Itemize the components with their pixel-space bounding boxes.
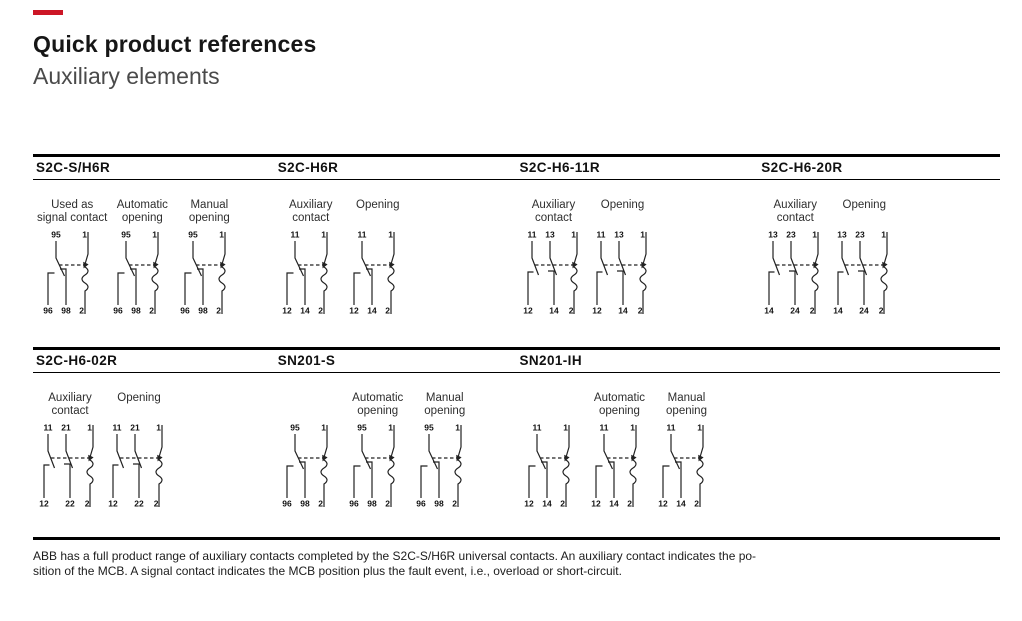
svg-text:1: 1 <box>321 229 326 240</box>
svg-text:24: 24 <box>790 305 800 316</box>
svg-text:95: 95 <box>188 229 199 240</box>
product-title-row <box>33 157 1000 179</box>
svg-text:14: 14 <box>367 305 377 316</box>
diagram-label-line-2: contact <box>776 212 814 224</box>
svg-text:23: 23 <box>855 229 865 240</box>
svg-text:1: 1 <box>570 229 576 240</box>
svg-text:12: 12 <box>590 498 601 509</box>
diagram-label-line-2: opening <box>357 405 399 417</box>
svg-text:1: 1 <box>696 422 702 433</box>
svg-text:14: 14 <box>617 305 628 316</box>
svg-text:2: 2 <box>318 498 323 509</box>
svg-text:1: 1 <box>629 422 635 433</box>
diagram-label <box>289 199 332 226</box>
circuit-diagram-two-contacts-with-release <box>106 421 172 509</box>
product-title: S2C-H6-11R <box>519 160 601 175</box>
table-title-rule <box>33 372 1000 373</box>
svg-text:2: 2 <box>385 305 390 316</box>
diagram-label <box>594 392 645 419</box>
diagram-label-line-2: opening <box>424 405 466 417</box>
svg-text:12: 12 <box>349 305 359 316</box>
product-diagrams <box>275 392 517 509</box>
product-title <box>758 353 1000 368</box>
circuit-diagram-changeover-with-release <box>413 421 477 509</box>
diagram-block <box>279 392 343 509</box>
svg-text:11: 11 <box>43 422 53 433</box>
svg-text:14: 14 <box>833 305 843 316</box>
diagram-block <box>106 392 172 509</box>
circuit-diagram-changeover-with-release <box>655 421 719 509</box>
svg-text:98: 98 <box>300 498 310 509</box>
svg-text:24: 24 <box>859 305 869 316</box>
product-diagrams <box>33 392 275 509</box>
diagram-label <box>189 199 230 226</box>
diagram-block <box>655 392 719 509</box>
diagram-block <box>279 199 343 316</box>
svg-text:1: 1 <box>152 229 158 240</box>
svg-text:11: 11 <box>357 229 367 240</box>
svg-text:11: 11 <box>290 229 300 240</box>
svg-text:14: 14 <box>675 498 686 509</box>
svg-text:12: 12 <box>523 498 534 509</box>
svg-text:13: 13 <box>768 229 778 240</box>
circuit-diagram-changeover-with-release <box>346 421 410 509</box>
diagram-block <box>831 199 897 316</box>
svg-text:12: 12 <box>108 498 118 509</box>
reference-table-row-2 <box>33 347 1000 509</box>
product-diagram-row <box>33 199 1000 316</box>
svg-text:95: 95 <box>357 422 367 433</box>
diagram-label <box>356 199 399 226</box>
table-title-rule <box>33 179 1000 180</box>
circuit-diagram-changeover-with-release <box>110 228 174 316</box>
svg-text:13: 13 <box>613 229 624 240</box>
circuit-diagram-changeover-with-release <box>521 421 585 509</box>
diagram-block <box>110 199 174 316</box>
product-diagrams <box>758 392 1000 509</box>
footer-line-1: ABB has a full product range of auxiliary contacts completed by the S2C-S/H6R universal contacts. An auxiliary contact indicates the po- <box>33 549 757 563</box>
svg-text:12: 12 <box>282 305 292 316</box>
diagram-label-line-2: contact <box>292 212 330 224</box>
product-diagrams <box>275 199 517 316</box>
svg-text:2: 2 <box>810 305 815 316</box>
diagram-label-line-1: Auxiliary <box>773 199 817 211</box>
diagram-label-line-2: Opening <box>117 392 161 404</box>
diagram-label <box>424 392 465 419</box>
page-title: Quick product references <box>33 31 317 57</box>
reference-table-row-1 <box>33 154 1000 316</box>
svg-text:1: 1 <box>455 422 460 433</box>
circuit-diagram-changeover-with-release <box>346 228 410 316</box>
svg-text:1: 1 <box>87 422 92 433</box>
diagram-label-line-2: Opening <box>356 199 400 211</box>
svg-text:2: 2 <box>568 305 573 316</box>
reference-tables <box>33 154 1000 509</box>
diagram-label <box>117 392 160 419</box>
product-diagrams <box>758 199 1000 316</box>
product-diagram-row <box>33 392 1000 509</box>
diagram-block <box>413 392 477 509</box>
product-title: S2C-H6-02R <box>36 353 118 368</box>
diagram-label <box>117 199 168 226</box>
svg-text:2: 2 <box>693 498 699 509</box>
footer-line-2: sition of the MCB. A signal contact indicates the MCB position plus the fault event, i.e., overload or short-circuit. <box>33 564 622 578</box>
product-diagrams <box>517 199 759 316</box>
svg-text:13: 13 <box>544 229 555 240</box>
svg-text:2: 2 <box>79 305 85 316</box>
svg-text:12: 12 <box>522 305 533 316</box>
diagram-label <box>601 199 644 226</box>
svg-text:2: 2 <box>318 305 323 316</box>
svg-text:96: 96 <box>113 305 124 316</box>
diagram-label <box>843 199 886 226</box>
svg-text:1: 1 <box>388 422 393 433</box>
svg-text:1: 1 <box>881 229 887 240</box>
footer-paragraph <box>33 549 1000 579</box>
svg-text:2: 2 <box>637 305 642 316</box>
diagram-block <box>588 392 652 509</box>
diagram-label-line-1: Auxiliary <box>48 392 92 404</box>
svg-text:95: 95 <box>290 422 300 433</box>
product-title: S2C-H6R <box>277 160 339 175</box>
svg-text:14: 14 <box>541 498 552 509</box>
svg-text:11: 11 <box>527 229 536 240</box>
abb-red-dash <box>33 10 63 15</box>
svg-text:2: 2 <box>626 498 632 509</box>
diagram-block <box>177 199 241 316</box>
diagram-block <box>762 199 828 316</box>
product-title: SN201-S <box>277 353 336 368</box>
diagram-label-line-2: opening <box>188 212 230 224</box>
svg-text:11: 11 <box>532 422 541 433</box>
svg-text:22: 22 <box>65 498 75 509</box>
diagram-label <box>37 199 107 226</box>
circuit-diagram-two-contacts-with-release <box>831 228 897 316</box>
circuit-diagram-two-contacts-with-release <box>37 421 103 509</box>
circuit-diagram-changeover-with-release <box>588 421 652 509</box>
svg-text:21: 21 <box>130 422 140 433</box>
product-title: S2C-S/H6R <box>36 160 111 175</box>
svg-text:96: 96 <box>416 498 426 509</box>
svg-text:2: 2 <box>452 498 457 509</box>
diagram-label-line-1: Automatic <box>116 199 168 211</box>
svg-text:11: 11 <box>666 422 675 433</box>
svg-text:96: 96 <box>43 305 53 316</box>
diagram-label-line-1: Automatic <box>593 392 646 404</box>
svg-text:96: 96 <box>349 498 359 509</box>
product-title: S2C-H6-20R <box>761 160 843 175</box>
diagram-block <box>37 199 107 316</box>
diagram-label-line-2: signal contact <box>37 212 108 224</box>
svg-text:2: 2 <box>879 305 884 316</box>
svg-text:12: 12 <box>39 498 49 509</box>
diagram-label-line-2: opening <box>121 212 163 224</box>
svg-text:22: 22 <box>134 498 144 509</box>
svg-text:96: 96 <box>180 305 191 316</box>
svg-text:11: 11 <box>599 422 608 433</box>
svg-text:98: 98 <box>61 305 71 316</box>
diagram-label-line-1: Auxiliary <box>289 199 333 211</box>
diagram-label-line-2: opening <box>666 405 707 417</box>
diagram-block <box>521 199 587 316</box>
svg-text:13: 13 <box>837 229 847 240</box>
diagram-block <box>37 392 103 509</box>
svg-text:14: 14 <box>300 305 310 316</box>
diagram-label-line-2: contact <box>51 405 89 417</box>
svg-text:1: 1 <box>562 422 568 433</box>
svg-text:98: 98 <box>434 498 444 509</box>
diagram-label-line-1: Auxiliary <box>531 199 576 211</box>
svg-text:1: 1 <box>639 229 645 240</box>
diagram-label-line-1: Manual <box>425 392 464 404</box>
svg-text:12: 12 <box>657 498 668 509</box>
diagram-block <box>346 392 410 509</box>
circuit-diagram-two-contacts-with-release <box>590 228 656 316</box>
svg-text:1: 1 <box>812 229 818 240</box>
diagram-block <box>346 199 410 316</box>
diagram-label-line-2: Opening <box>842 199 886 211</box>
svg-text:2: 2 <box>153 498 159 509</box>
svg-text:1: 1 <box>219 229 225 240</box>
svg-text:95: 95 <box>424 422 434 433</box>
svg-text:14: 14 <box>608 498 619 509</box>
footer-rule <box>33 537 1000 540</box>
svg-text:2: 2 <box>385 498 390 509</box>
diagram-label <box>352 392 403 419</box>
svg-text:23: 23 <box>786 229 796 240</box>
svg-text:95: 95 <box>51 229 61 240</box>
svg-text:1: 1 <box>321 422 326 433</box>
svg-text:14: 14 <box>548 305 559 316</box>
diagram-label-line-2: contact <box>534 212 573 224</box>
diagram-block <box>521 392 585 509</box>
product-diagrams <box>33 199 275 316</box>
diagram-label <box>666 392 707 419</box>
diagram-label-line-1: Automatic <box>352 392 404 404</box>
product-title-row <box>33 350 1000 372</box>
page-subtitle: Auxiliary elements <box>33 63 220 89</box>
diagram-label <box>774 199 817 226</box>
svg-text:98: 98 <box>367 498 377 509</box>
diagram-label-line-1: Manual <box>667 392 706 404</box>
svg-text:2: 2 <box>149 305 155 316</box>
diagram-block <box>590 199 656 316</box>
svg-text:2: 2 <box>84 498 90 509</box>
svg-text:11: 11 <box>596 229 605 240</box>
svg-text:2: 2 <box>216 305 222 316</box>
svg-text:1: 1 <box>82 229 88 240</box>
svg-text:2: 2 <box>559 498 565 509</box>
svg-text:12: 12 <box>591 305 602 316</box>
circuit-diagram-changeover-with-release <box>279 228 343 316</box>
circuit-diagram-changeover-with-release <box>40 228 104 316</box>
diagram-label-line-2: opening <box>599 405 640 417</box>
svg-text:1: 1 <box>156 422 161 433</box>
svg-text:96: 96 <box>282 498 292 509</box>
svg-text:95: 95 <box>121 229 132 240</box>
circuit-diagram-changeover-with-release <box>177 228 241 316</box>
svg-text:1: 1 <box>388 229 393 240</box>
svg-text:98: 98 <box>198 305 209 316</box>
circuit-diagram-two-contacts-with-release <box>521 228 587 316</box>
diagram-label-line-2: Opening <box>600 199 645 211</box>
svg-text:14: 14 <box>764 305 774 316</box>
diagram-label-line-1: Used as <box>51 199 94 211</box>
circuit-diagram-two-contacts-with-release <box>762 228 828 316</box>
svg-text:21: 21 <box>61 422 71 433</box>
svg-text:98: 98 <box>131 305 142 316</box>
diagram-label <box>532 199 575 226</box>
diagram-label-line-1: Manual <box>190 199 229 211</box>
circuit-diagram-changeover-with-release <box>279 421 343 509</box>
svg-text:11: 11 <box>112 422 122 433</box>
product-title: SN201-IH <box>519 353 582 368</box>
diagram-label <box>48 392 91 419</box>
product-diagrams <box>517 392 759 509</box>
